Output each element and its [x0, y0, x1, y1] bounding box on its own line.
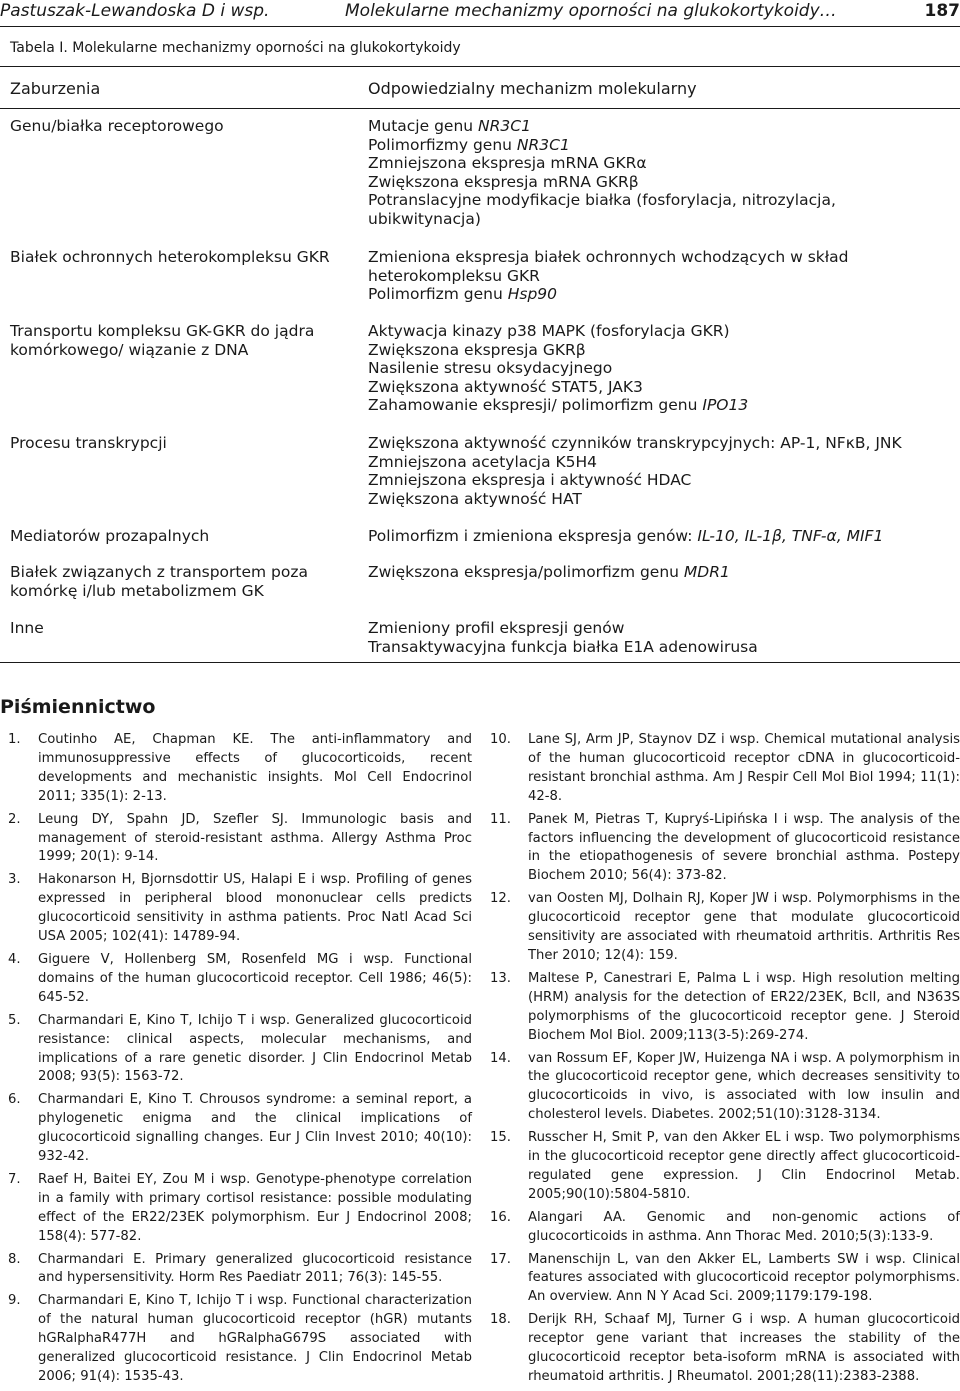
reference-text: Panek M, Pietras T, Kupryś-Lipińska I i wsp. The analysis of the factors influencing the development of glucocorticoid resistance in the etiopathogenesis of severe bronchial asthma. Postepy Biochem 2010; 56(4): 373-82. — [528, 811, 960, 884]
reference-item — [490, 1251, 960, 1308]
mechanism-line: Polimorfizm i zmieniona ekspresja genów: IL-10, IL-1β, TNF-α, MIF1 — [368, 527, 884, 545]
reference-item — [490, 1129, 960, 1205]
reference-number: 18. — [490, 1312, 511, 1328]
reference-item — [8, 731, 472, 807]
reference-item — [490, 811, 960, 887]
reference-item — [8, 811, 472, 868]
mechanism-line: Zmniejszona ekspresja i aktywność HDAC — [368, 471, 692, 489]
mechanism-cell — [368, 619, 960, 656]
reference-text: Charmandari E, Kino T, Ichijo T i wsp. Functional characterization of the natural human glucocorticoid receptor (hGR) mutants hGRalphaR477H and hGRalphaG679S associated with generalized glucocorticoid resistance. J Clin Endocrinol Metab 2006; 91(4): 1535-43. — [38, 1293, 472, 1384]
reference-item — [490, 1209, 960, 1247]
reference-number: 12. — [490, 891, 511, 907]
reference-item — [490, 1311, 960, 1387]
reference-text: Charmandari E. Primary generalized glucocorticoid resistance and hypersensitivity. Horm Res Paediatr 2011; 76(3): 145-55. — [38, 1251, 472, 1286]
reference-number: 9. — [8, 1293, 21, 1309]
header-running-title: Molekularne mechanizmy oporności na glukokortykoidy… — [345, 1, 837, 21]
reference-text: Russcher H, Smit P, van den Akker EL i wsp. Two polymorphisms in the glucocorticoid receptor gene directly affect glucocorticoid-regulated gene expression. J Clin Endocrinol Metab. 2005;90(10):5804-5810. — [528, 1130, 960, 1202]
header-authors: Pastuszak-Lewandoska D i wsp. — [0, 1, 270, 21]
mechanism-line: Potranslacyjne modyfikacje białka (fosforylacja, nitrozylacja, — [368, 191, 836, 209]
reference-text: Leung DY, Spahn JD, Szefler SJ. Immunologic basis and management of steroid-resistant asthma. Allergy Asthma Proc 1999; 20(1): 9-14. — [38, 811, 472, 865]
mechanism-line: Zwiększona ekspresja mRNA GKRβ — [368, 172, 639, 191]
mechanism-line: Aktywacja kinazy p38 MAPK (fosforylacja GKR) — [368, 322, 730, 340]
running-header — [0, 0, 960, 27]
reference-text: van Oosten MJ, Dolhain RJ, Koper JW i wsp. Polymorphisms in the glucocorticoid receptor gene that modulate glucocorticoid sensitivity are associated with rheumatoid arthritis. Arthritis Res Ther 2010; 12(4): 159. — [528, 891, 960, 963]
disorder-cell — [10, 527, 350, 546]
mechanism-cell — [368, 322, 960, 415]
reference-number: 10. — [490, 732, 511, 747]
table-header-mechanism: Odpowiedzialny mechanizm molekularny — [368, 79, 697, 98]
mechanism-line: Polimorfizmy genu NR3C1 — [368, 135, 570, 154]
mechanism-line: Polimorfizm genu Hsp90 — [368, 285, 558, 303]
disorder-line: Procesu transkrypcji — [10, 434, 167, 452]
mechanism-cell — [368, 248, 960, 304]
mechanism-line: Zwiększona aktywność HAT — [368, 489, 582, 508]
disorder-line: Genu/białka receptorowego — [10, 117, 224, 135]
disorder-cell — [10, 117, 350, 136]
reference-number: 1. — [8, 732, 21, 747]
disorder-line: Białek związanych z transportem poza — [10, 563, 309, 581]
reference-text: Maltese P, Canestrari E, Palma L i wsp. High resolution melting (HRM) analysis for the detection of ER22/23EK, BclI, and N363S polymorphisms of the glucocorticoid receptor gene. J Steroid Biochem Mol Biol. 2009;113(3-5):269-274. — [528, 970, 960, 1043]
reference-text: Lane SJ, Arm JP, Staynov DZ i wsp. Chemical mutational analysis of the human glucocorticoid receptor cDNA in glucocorticoid-resistant bronchial asthma. Am J Respir Cell Mol Biol 1994; 11(1): 42-8. — [528, 732, 960, 804]
reference-number: 2. — [8, 811, 21, 827]
reference-number: 11. — [490, 811, 511, 827]
mechanism-cell — [368, 117, 960, 228]
reference-number: 15. — [490, 1130, 511, 1146]
mechanism-line: Zwiększona aktywność STAT5, JAK3 — [368, 377, 643, 396]
mechanism-line: Zwiększona ekspresja/polimorfizm genu MDR1 — [368, 563, 730, 581]
reference-number: 7. — [8, 1171, 21, 1187]
references-right-column — [490, 731, 960, 1391]
mechanism-line: Zmniejszona acetylacja K5H4 — [368, 452, 598, 471]
disorder-line: komórkę i/lub metabolizmem GK — [10, 581, 264, 600]
reference-item — [490, 890, 960, 966]
table-header-disorder: Zaburzenia — [10, 79, 101, 98]
disorder-line: Mediatorów prozapalnych — [10, 527, 210, 545]
mechanism-line: Zwiększona ekspresja GKRβ — [368, 340, 586, 359]
table-rule-header — [0, 108, 960, 109]
disorder-cell — [10, 248, 350, 267]
reference-item — [8, 1012, 472, 1088]
reference-item — [490, 970, 960, 1046]
disorder-cell — [10, 619, 350, 638]
disorder-cell — [10, 563, 350, 600]
table-caption: Tabela I. Molekularne mechanizmy oporności na glukokortykoidy — [10, 40, 461, 56]
reference-number: 8. — [8, 1251, 21, 1267]
reference-item — [8, 951, 472, 1008]
mechanism-line: heterokompleksu GKR — [368, 266, 540, 285]
reference-item — [8, 1292, 472, 1387]
mechanism-line: ubikwitynacja) — [368, 209, 481, 228]
reference-text: Giguere V, Hollenberg SM, Rosenfeld MG i wsp. Functional domains of the human glucocorticoid receptor. Cell 1986; 46(5): 645-52. — [38, 951, 472, 1005]
reference-number: 14. — [490, 1050, 511, 1066]
mechanism-line: Zwiększona aktywność czynników transkrypcyjnych: AP-1, NFκB, JNK — [368, 434, 902, 452]
reference-number: 16. — [490, 1209, 511, 1225]
reference-text: van Rossum EF, Koper JW, Huizenga NA i wsp. A polymorphism in the glucocorticoid receptor gene, which decreases sensitivity to glucocorticoids in vivo, is associated with low insulin and cholesterol levels. Diabetes. 2002;51(10):3128-3134. — [528, 1050, 960, 1123]
disorder-cell — [10, 434, 350, 453]
mechanism-line: Nasilenie stresu oksydacyjnego — [368, 359, 613, 377]
reference-text: Raef H, Baitei EY, Zou M i wsp. Genotype-phenotype correlation in a family with primary cortisol resistance: possible modulating effect of the ER22/23EK polymorphism. Eur J Endocrinol 2008; 158(4): 577-82. — [38, 1171, 472, 1244]
mechanism-line: Zmieniony profil ekspresji genów — [368, 619, 625, 637]
table-rule-top — [0, 66, 960, 67]
disorder-line: Transportu kompleksu GK-GKR do jądra — [10, 322, 315, 340]
reference-text: Derijk RH, Schaaf MJ, Turner G i wsp. A human glucocorticoid receptor gene variant that increases the stability of the glucocorticoid receptor beta-isoform mRNA is associated with rheumatoid arthritis. J Rheumatol. 2001;28(11):2383-2388. — [528, 1312, 960, 1384]
mechanism-cell — [368, 434, 960, 508]
reference-item — [490, 731, 960, 807]
mechanism-line: Mutacje genu NR3C1 — [368, 117, 531, 135]
reference-text: Coutinho AE, Chapman KE. The anti-inflammatory and immunosuppressive effects of glucocorticoids, recent developments and mechanistic insights. Mol Cell Endocrinol 2011; 335(1): 2-13. — [38, 732, 472, 804]
references-left-column — [8, 731, 472, 1391]
reference-number: 5. — [8, 1012, 21, 1028]
disorder-line: Białek ochronnych heterokompleksu GKR — [10, 248, 330, 266]
reference-number: 6. — [8, 1092, 21, 1108]
mechanism-line: Zmieniona ekspresja białek ochronnych wchodzących w skład — [368, 248, 849, 266]
reference-text: Manenschijn L, van den Akker EL, Lamberts SW i wsp. Clinical features associated with glucocorticoid receptor polymorphisms. An overview. Ann N Y Acad Sci. 2009;1179:179-198. — [528, 1251, 960, 1305]
page-number: 187 — [924, 1, 960, 21]
mechanism-cell — [368, 527, 960, 546]
disorder-cell — [10, 322, 350, 359]
reference-item — [8, 871, 472, 947]
reference-text: Charmandari E, Kino T, Ichijo T i wsp. Generalized glucocorticoid resistance: clinical aspects, molecular mechanisms, and implications of a rare genetic disorder. J Clin Endocrinol Metab 2008; 93(5): 1563-72. — [38, 1012, 472, 1085]
reference-text: Hakonarson H, Bjornsdottir US, Halapi E i wsp. Profiling of genes expressed in peripheral blood mononuclear cells predicts glucocorticoid sensitivity in asthma patients. Proc Natl Acad Sci USA 2005; 102(41): 14789-94. — [38, 872, 472, 945]
mechanism-line: Transaktywacyjna funkcja białka E1A adenowirusa — [368, 637, 758, 656]
mechanism-cell — [368, 563, 960, 582]
reference-number: 17. — [490, 1251, 511, 1267]
references-heading: Piśmiennictwo — [0, 696, 156, 718]
reference-text: Charmandari E, Kino T. Chrousos syndrome: a seminal report, a phylogenetic enigma and the clinical implications of glucocorticoid signalling changes. Eur J Clin Invest 2010; 40(10): 932-42. — [38, 1092, 472, 1165]
reference-item — [8, 1171, 472, 1247]
reference-number: 3. — [8, 872, 21, 888]
reference-number: 4. — [8, 951, 21, 967]
disorder-line: Inne — [10, 619, 44, 637]
mechanism-line: Zahamowanie ekspresji/ polimorfizm genu IPO13 — [368, 396, 749, 414]
mechanism-line: Zmniejszona ekspresja mRNA GKRα — [368, 154, 647, 172]
reference-text: Alangari AA. Genomic and non-genomic actions of glucocorticoids in asthma. Ann Thorac Med. 2010;5(3):133-9. — [528, 1209, 960, 1244]
reference-item — [8, 1251, 472, 1289]
reference-number: 13. — [490, 970, 511, 986]
disorder-line: komórkowego/ wiązanie z DNA — [10, 340, 249, 359]
reference-item — [490, 1050, 960, 1126]
reference-item — [8, 1091, 472, 1167]
table-rule-bottom — [0, 662, 960, 663]
